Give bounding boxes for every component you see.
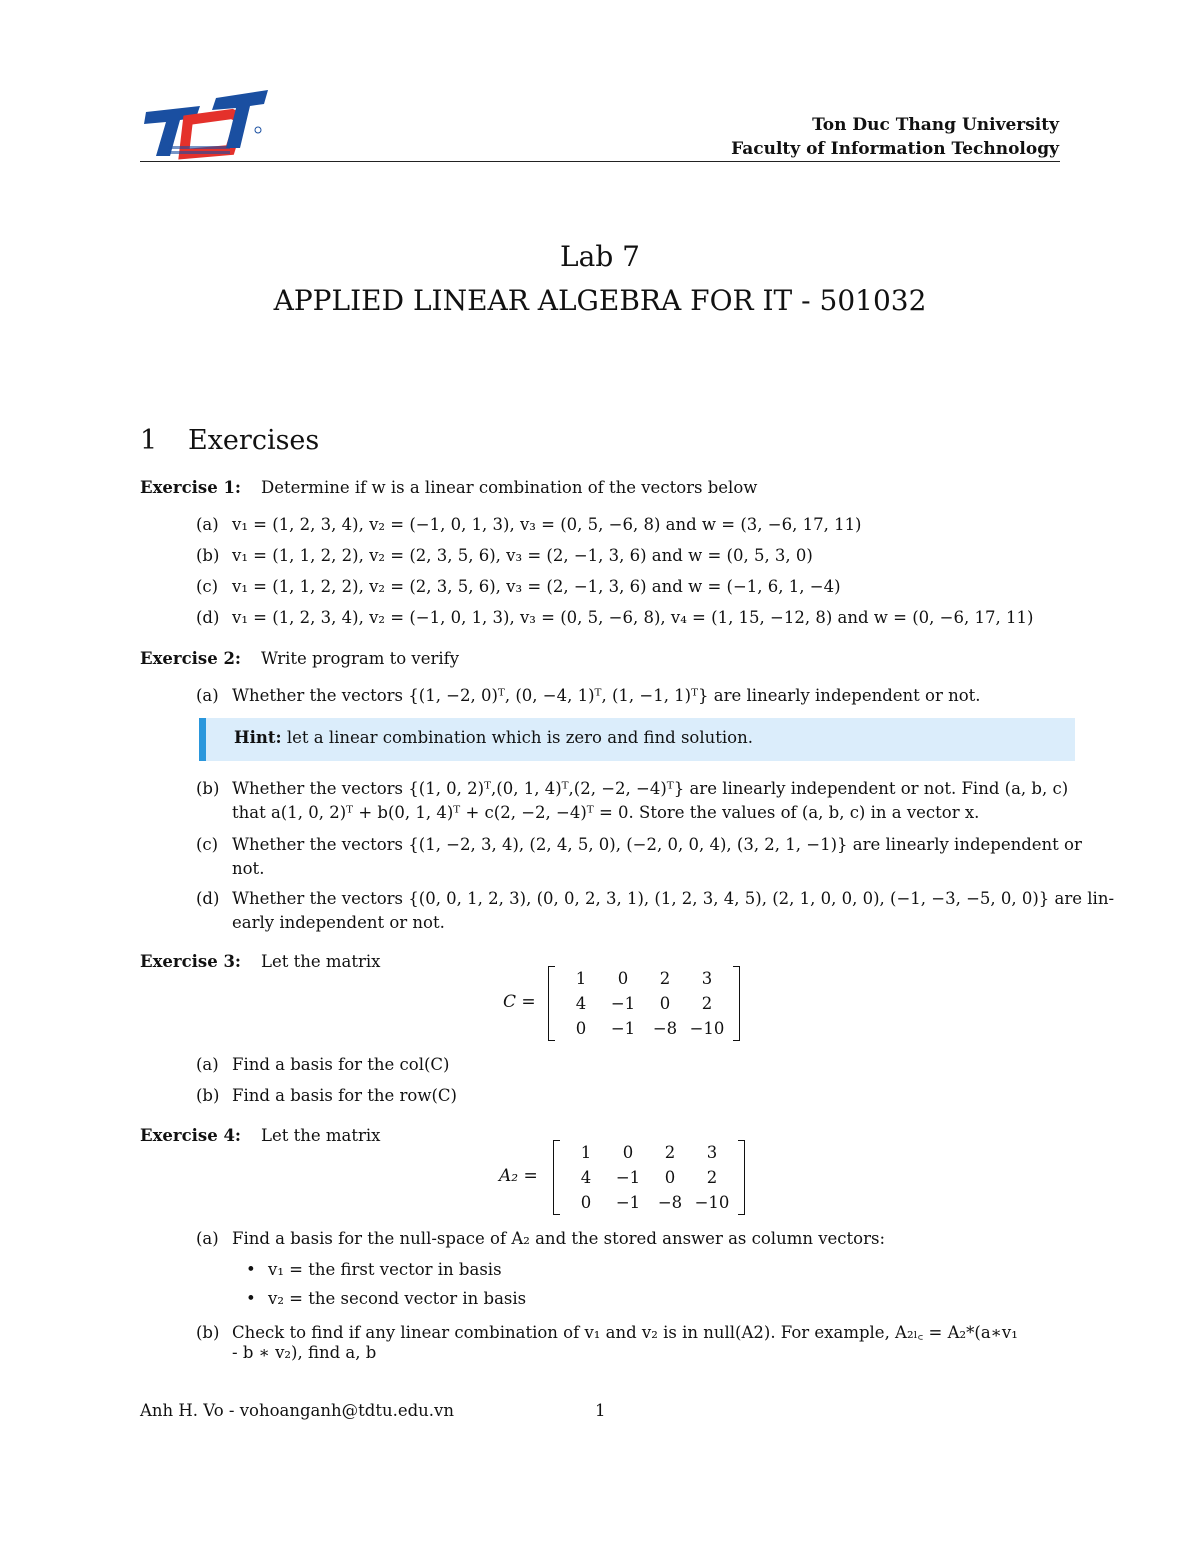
exercise-2 bbox=[140, 649, 459, 668]
item-text: v₁ = (1, 1, 2, 2), v₂ = (2, 3, 5, 6), v₃ = (2, −1, 3, 6) and w = (−1, 6, 1, −4) bbox=[232, 577, 841, 596]
matrix-cell: 0 bbox=[617, 969, 629, 988]
item-text: Whether the vectors {(1, 0, 2)ᵀ,(0, 1, 4)ᵀ,(2, −2, −4)ᵀ} are linearly independent or not. Find (a, b, c) bbox=[232, 779, 1069, 798]
exercise-1-item-a bbox=[196, 515, 862, 534]
matrix-cell: 0 bbox=[575, 1019, 587, 1038]
hint-text: let a linear combination which is zero and find solution. bbox=[286, 728, 753, 747]
item-label: (a) bbox=[196, 1229, 219, 1248]
exercise-2-item-d-cont: early independent or not. bbox=[232, 913, 445, 932]
item-label: (b) bbox=[196, 1086, 220, 1105]
lab-title: Lab 7 bbox=[560, 240, 640, 273]
exercise-4-item-a bbox=[196, 1229, 885, 1248]
exercise-1-item-c bbox=[196, 577, 841, 596]
page-number: 1 bbox=[595, 1401, 606, 1420]
bullet-icon: • bbox=[246, 1289, 256, 1308]
matrix-right-bracket bbox=[738, 1140, 745, 1215]
item-label: (d) bbox=[196, 608, 220, 627]
bullet-item bbox=[246, 1260, 502, 1279]
exercise-3 bbox=[140, 952, 380, 971]
item-text: v₁ = (1, 2, 3, 4), v₂ = (−1, 0, 1, 3), v₃ = (0, 5, −6, 8), v₄ = (1, 15, −12, 8) and w = (0, −6, 17, 11) bbox=[232, 608, 1034, 627]
matrix-cell: 0 bbox=[659, 994, 671, 1013]
item-text: Whether the vectors {(1, −2, 3, 4), (2, 4, 5, 0), (−2, 0, 0, 4), (3, 2, 1, −1)} are linearly independent or bbox=[232, 835, 1082, 854]
item-text: Whether the vectors {(1, −2, 0)ᵀ, (0, −4, 1)ᵀ, (1, −1, 1)ᵀ} are linearly independent or not. bbox=[232, 686, 981, 705]
item-label: (d) bbox=[196, 889, 220, 908]
matrix-row bbox=[565, 1190, 733, 1215]
item-text: Whether the vectors {(0, 0, 1, 2, 3), (0, 0, 2, 3, 1), (1, 2, 3, 4, 5), (2, 1, 0, 0, 0), (−1, −3, −5, 0, 0)} are lin- bbox=[232, 889, 1115, 908]
footer-author: Anh H. Vo - vohoanganh@tdtu.edu.vn bbox=[140, 1401, 454, 1420]
exercise-1-item-b bbox=[196, 546, 813, 565]
item-label: (a) bbox=[196, 686, 219, 705]
exercise-1 bbox=[140, 478, 757, 497]
matrix-cell: 1 bbox=[575, 969, 587, 988]
matrix-c-label: C = bbox=[503, 992, 536, 1012]
item-label: (a) bbox=[196, 1055, 219, 1074]
faculty-name: Faculty of Information Technology bbox=[731, 139, 1059, 159]
hint-label: Hint: bbox=[234, 728, 282, 747]
item-text: Find a basis for the null-space of A₂ and the stored answer as column vectors: bbox=[232, 1229, 886, 1248]
item-text: Find a basis for the col(C) bbox=[232, 1055, 450, 1074]
matrix-a2 bbox=[553, 1140, 745, 1215]
bullet-text: v₂ = the second vector in basis bbox=[268, 1289, 527, 1308]
exercise-3-label: Exercise 3: bbox=[140, 952, 242, 971]
matrix-cell: 3 bbox=[706, 1143, 718, 1162]
exercise-4-text: Let the matrix bbox=[261, 1126, 381, 1145]
matrix-cell: 4 bbox=[575, 994, 587, 1013]
matrix-cell: −10 bbox=[694, 1193, 730, 1212]
matrix-cell: 0 bbox=[580, 1193, 592, 1212]
exercise-4-item-b-cont: - b ∗ v₂), find a, b bbox=[232, 1343, 377, 1362]
item-text: v₁ = (1, 1, 2, 2), v₂ = (2, 3, 5, 6), v₃ = (2, −1, 3, 6) and w = (0, 5, 3, 0) bbox=[232, 546, 813, 565]
matrix-cell: 0 bbox=[622, 1143, 634, 1162]
matrix-cell: 4 bbox=[580, 1168, 592, 1187]
university-logo bbox=[140, 84, 270, 160]
hint-box bbox=[199, 718, 1075, 761]
item-label: (b) bbox=[196, 779, 220, 798]
item-text: Find a basis for the row(C) bbox=[232, 1086, 457, 1105]
matrix-c bbox=[548, 966, 740, 1041]
matrix-row bbox=[560, 991, 728, 1016]
exercise-4 bbox=[140, 1126, 380, 1145]
matrix-row bbox=[560, 966, 728, 991]
matrix-row bbox=[565, 1140, 733, 1165]
item-text: Check to find if any linear combination of v₁ and v₂ is in null(A2). For example, A₂ₗ꜀ = A₂*(a∗v₁ bbox=[232, 1323, 1018, 1342]
matrix-cell: 3 bbox=[701, 969, 713, 988]
exercise-2-item-d bbox=[196, 889, 1114, 908]
item-label: (b) bbox=[196, 546, 220, 565]
exercise-2-item-b-cont: that a(1, 0, 2)ᵀ + b(0, 1, 4)ᵀ + c(2, −2, −4)ᵀ = 0. Store the values of (a, b, c) in a vector x. bbox=[232, 803, 980, 822]
exercise-4-label: Exercise 4: bbox=[140, 1126, 242, 1145]
matrix-left-bracket bbox=[553, 1140, 560, 1215]
matrix-row bbox=[560, 1016, 728, 1041]
bullet-text: v₁ = the first vector in basis bbox=[268, 1260, 502, 1279]
matrix-right-bracket bbox=[733, 966, 740, 1041]
tdt-logo-icon bbox=[140, 84, 270, 160]
matrix-cell: 2 bbox=[701, 994, 713, 1013]
section-title: Exercises bbox=[188, 425, 320, 456]
exercise-2-item-a bbox=[196, 686, 981, 705]
item-label: (b) bbox=[196, 1323, 220, 1342]
matrix-cell: −10 bbox=[689, 1019, 725, 1038]
item-label: (c) bbox=[196, 577, 219, 596]
matrix-cell: −8 bbox=[652, 1019, 678, 1038]
exercise-2-item-b bbox=[196, 779, 1068, 798]
university-name: Ton Duc Thang University bbox=[812, 115, 1059, 135]
matrix-cell: 2 bbox=[659, 969, 671, 988]
exercise-3-item-b bbox=[196, 1086, 457, 1105]
matrix-cell: −1 bbox=[615, 1168, 641, 1187]
exercise-4-item-b bbox=[196, 1320, 1018, 1343]
item-label: (a) bbox=[196, 515, 219, 534]
bullet-item bbox=[246, 1289, 526, 1308]
matrix-cell: −1 bbox=[610, 994, 636, 1013]
item-label: (c) bbox=[196, 835, 219, 854]
matrix-cell: 2 bbox=[706, 1168, 718, 1187]
matrix-cell: 1 bbox=[580, 1143, 592, 1162]
matrix-cell: −8 bbox=[657, 1193, 683, 1212]
matrix-cell: 0 bbox=[664, 1168, 676, 1187]
section-number: 1 bbox=[140, 425, 158, 456]
exercise-2-label: Exercise 2: bbox=[140, 649, 242, 668]
exercise-2-text: Write program to verify bbox=[261, 649, 460, 668]
section-heading bbox=[140, 425, 319, 456]
course-title: APPLIED LINEAR ALGEBRA FOR IT - 501032 bbox=[273, 284, 927, 317]
header-divider bbox=[140, 161, 1060, 162]
matrix-row bbox=[565, 1165, 733, 1190]
exercise-2-item-c bbox=[196, 835, 1082, 854]
matrix-cell: −1 bbox=[615, 1193, 641, 1212]
exercise-1-item-d bbox=[196, 608, 1033, 627]
exercise-1-text: Determine if w is a linear combination of the vectors below bbox=[261, 478, 758, 497]
exercise-3-item-a bbox=[196, 1055, 450, 1074]
exercise-2-item-c-cont: not. bbox=[232, 859, 265, 878]
exercise-3-text: Let the matrix bbox=[261, 952, 381, 971]
matrix-cell: 2 bbox=[664, 1143, 676, 1162]
bullet-icon: • bbox=[246, 1260, 256, 1279]
matrix-cell: −1 bbox=[610, 1019, 636, 1038]
exercise-1-label: Exercise 1: bbox=[140, 478, 242, 497]
item-text: v₁ = (1, 2, 3, 4), v₂ = (−1, 0, 1, 3), v₃ = (0, 5, −6, 8) and w = (3, −6, 17, 11) bbox=[232, 515, 862, 534]
matrix-a2-label: A₂ = bbox=[499, 1166, 538, 1186]
matrix-left-bracket bbox=[548, 966, 555, 1041]
